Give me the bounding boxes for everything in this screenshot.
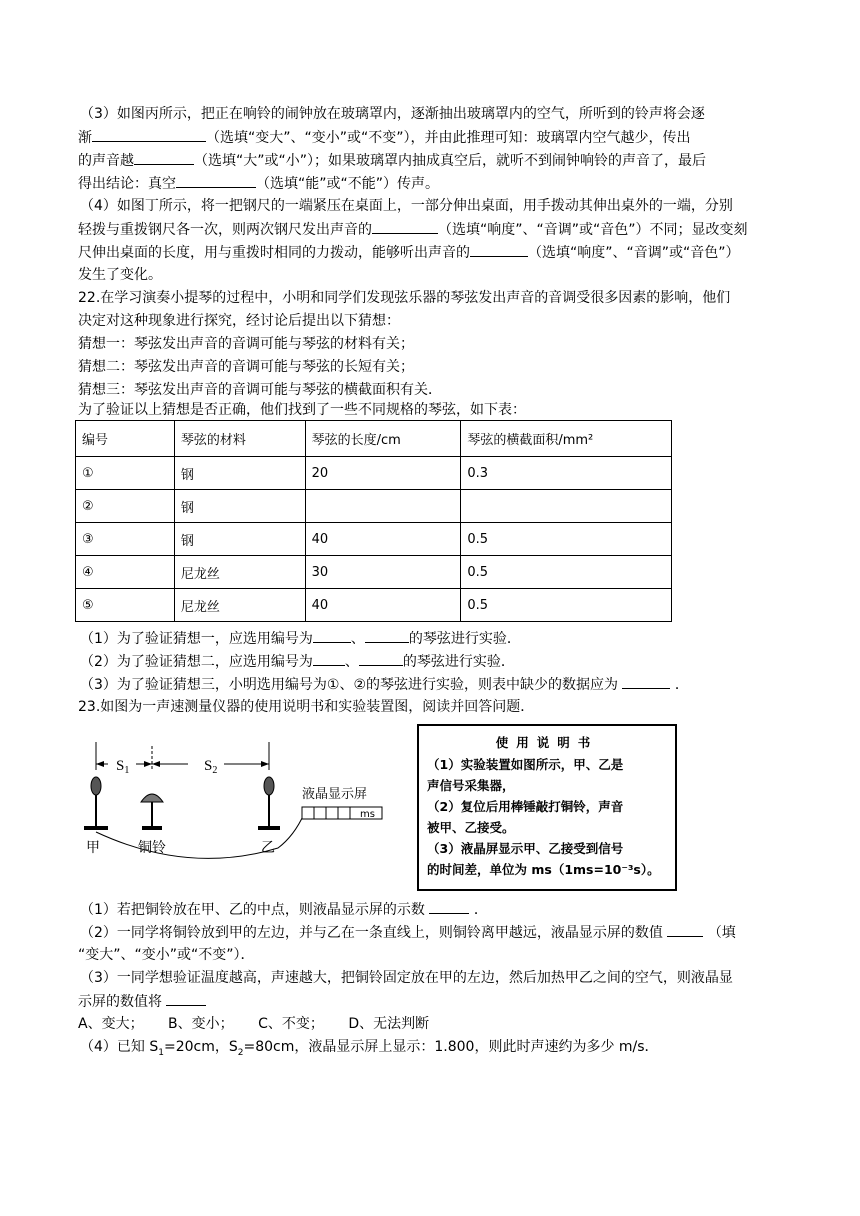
jia-label: 甲: [86, 840, 100, 856]
table-row: [76, 523, 672, 556]
table-row: [76, 556, 672, 589]
answer-blank[interactable]: [365, 628, 409, 643]
choice-b[interactable]: B、变小；: [168, 1016, 234, 1032]
manual-title: 使用说明书: [495, 735, 599, 750]
table-row: [76, 457, 672, 490]
q23-part3-cont: 示屏的数值将: [78, 991, 206, 1012]
q22-guess3: 猜想三：琴弦发出声音的音调可能与琴弦的横截面积有关．: [78, 382, 442, 398]
table-cell: 尼龙丝: [174, 589, 305, 622]
q21-p4-line3: 尺伸出桌面的长度，用与重拨时相同的力拨动，能够听出声音的 （选填“响度”、“音调”或“音色”）: [78, 242, 740, 263]
table-cell: 40: [305, 523, 461, 556]
choice-d[interactable]: D、无法判断: [348, 1016, 430, 1032]
table-cell: 尼龙丝: [174, 556, 305, 589]
table-cell: ⑤: [76, 589, 175, 622]
table-cell: 钢: [174, 490, 305, 523]
s2-label: $S_2$: [204, 758, 218, 776]
table-header: 琴弦的材料: [174, 421, 305, 457]
answer-blank[interactable]: [667, 922, 703, 937]
q22-table-intro: 为了验证以上猜想是否正确，他们找到了一些不同规格的琴弦，如下表：: [78, 402, 526, 418]
table-header-row: [76, 421, 672, 457]
q22-sub3: （3）为了验证猜想三，小明选用编号为①、②的琴弦进行实验，则表中缺少的数据应为 ．: [80, 674, 689, 695]
table-header: 琴弦的横截面积/mm²: [461, 421, 672, 457]
table-row: [76, 490, 672, 523]
table-cell[interactable]: [461, 490, 672, 523]
q23-part1: （1）若把铜铃放在甲、乙的中点，则液晶显示屏的示数 ．: [80, 899, 488, 920]
q22-guess2: 猜想二：琴弦发出声音的音调可能与琴弦的长短有关；: [78, 359, 414, 375]
bell-label: 铜铃: [138, 840, 166, 856]
yi-label: 乙: [261, 840, 275, 856]
answer-blank[interactable]: [470, 242, 528, 257]
manual-line: 被甲、乙接受。: [427, 820, 515, 835]
instruction-manual-box: [417, 724, 677, 891]
table-cell: ②: [76, 490, 175, 523]
string-spec-table: [75, 420, 672, 622]
table-cell: 0.5: [461, 523, 672, 556]
table-cell: 钢: [174, 523, 305, 556]
answer-blank[interactable]: [372, 219, 438, 234]
table-cell: 40: [305, 589, 461, 622]
answer-blank[interactable]: [622, 674, 670, 689]
screen-unit: ms: [360, 809, 375, 820]
answer-blank[interactable]: [429, 899, 469, 914]
q22-intro-line1: 22.在学习演奏小提琴的过程中，小明和同学们发现弦乐器的琴弦发出声音的音调受很多因素的影响，他们: [78, 290, 731, 306]
q21-p3-line1: （3）如图丙所示，把正在响铃的闹钟放在玻璃罩内，逐渐抽出玻璃罩内的空气，所听到的铃声将会逐: [80, 106, 705, 122]
q21-p3-line2: 渐 （选填“变大”、“变小”或“不变”），并由此推理可知：玻璃罩内空气越少，传出: [78, 127, 691, 148]
q22-guess1: 猜想一：琴弦发出声音的音调可能与琴弦的材料有关；: [78, 336, 414, 352]
s1-label: $S_1$: [116, 758, 130, 776]
manual-line: （1）实验装置如图所示，甲、乙是: [427, 757, 624, 772]
table-header: 琴弦的长度/cm: [305, 421, 461, 457]
answer-blank[interactable]: [92, 127, 206, 142]
q21-p4-line4: 发生了变化。: [78, 267, 162, 283]
choice-a[interactable]: A、变大；: [78, 1016, 144, 1032]
manual-line: （3）液晶屏显示甲、乙接受到信号: [427, 841, 624, 856]
q23-choices: [78, 1014, 429, 1034]
q21-p3-line4: 得出结论：真空 （选填“能”或“不能”）传声。: [78, 173, 439, 194]
table-cell: 30: [305, 556, 461, 589]
manual-line: （2）复位后用棒锤敲打铜铃，声音: [427, 799, 624, 814]
table-cell: 0.5: [461, 589, 672, 622]
q22-sub1: （1）为了验证猜想一，应选用编号为 、 的琴弦进行实验．: [80, 628, 521, 649]
screen-label: 液晶显示屏: [302, 787, 368, 802]
table-cell: 0.3: [461, 457, 672, 490]
sound-speed-apparatus-figure: [78, 740, 398, 860]
table-cell[interactable]: [305, 490, 461, 523]
manual-line: 声信号采集器，: [427, 778, 515, 793]
q21-p4-line2: 轻拨与重拨钢尺各一次，则两次钢尺发出声音的 （选填“响度”、“音调”或“音色”）不同；显改变刻: [78, 219, 748, 240]
q21-p4-line1: （4）如图丁所示，将一把钢尺的一端紧压在桌面上，一部分伸出桌面，用手拨动其伸出桌外的一端，分别: [80, 198, 733, 214]
table-cell: 钢: [174, 457, 305, 490]
answer-blank[interactable]: [313, 651, 345, 666]
table-header: 编号: [76, 421, 175, 457]
table-cell: 20: [305, 457, 461, 490]
q23-part2-cont: “变大”、“变小”或“不变”）．: [78, 947, 255, 963]
answer-blank[interactable]: [166, 991, 206, 1006]
q23-part3: （3）一同学想验证温度越高，声速越大，把铜铃固定放在甲的左边，然后加热甲乙之间的空气，则液晶显: [80, 970, 733, 986]
bell-icon: [141, 794, 163, 802]
q22-intro-line2: 决定对这种现象进行探究，经讨论后提出以下猜想：: [78, 313, 400, 329]
answer-blank[interactable]: [313, 628, 351, 643]
manual-line: 的时间差，单位为 ms（1ms=10⁻³s）。: [427, 862, 660, 877]
q21-p3-line3: 的声音越 （选填“大”或“小”）；如果玻璃罩内抽成真空后，就听不到闹钟响铃的声音了，最后: [78, 150, 706, 171]
table-cell: ③: [76, 523, 175, 556]
choice-c[interactable]: C、不变；: [258, 1016, 324, 1032]
collector-jia-icon: [91, 777, 101, 795]
answer-blank[interactable]: [359, 651, 403, 666]
q22-sub2: （2）为了验证猜想二，应选用编号为 、 的琴弦进行实验．: [80, 651, 515, 672]
table-row: [76, 589, 672, 622]
collector-yi-icon: [264, 777, 274, 795]
table-cell: ④: [76, 556, 175, 589]
answer-blank[interactable]: [134, 150, 194, 165]
q23-part2: （2）一同学将铜铃放到甲的左边，并与乙在一条直线上，则铜铃离甲越远，液晶显示屏的数值 （填: [80, 922, 736, 943]
answer-blank[interactable]: [176, 173, 256, 188]
table-cell: ①: [76, 457, 175, 490]
table-cell: 0.5: [461, 556, 672, 589]
q23-part4: （4）已知 $S_1=20cm$，$S_2=80cm$，液晶显示屏上显示：1.800，则此时声速约为多少 m/s．: [80, 1039, 659, 1058]
q23-intro: 23.如图为一声速测量仪器的使用说明书和实验装置图，阅读并回答问题．: [78, 699, 535, 715]
